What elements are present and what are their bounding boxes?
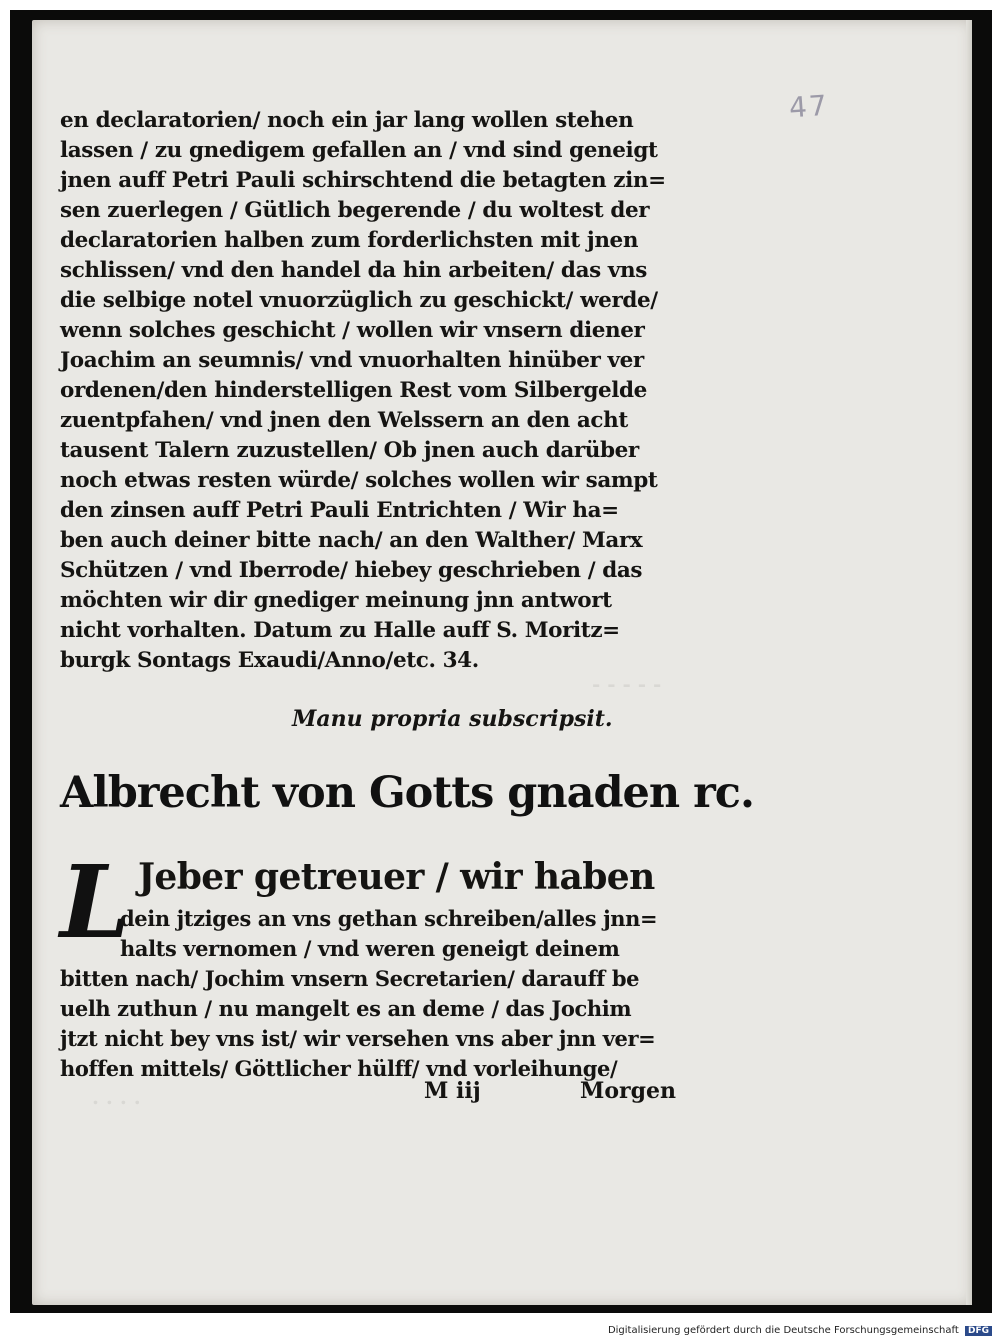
text-line: möchten wir dir gnediger meinung jnn antwort <box>60 588 612 613</box>
text-line: schlissen/ vnd den handel da hin arbeiten/ das vns <box>60 258 647 283</box>
text-line: zuentpfahen/ vnd jnen den Welssern an den acht <box>60 408 628 433</box>
subscription-note: Manu propria subscripsit. <box>292 706 613 732</box>
credit-text: Digitalisierung gefördert durch die Deutsche Forschungsgemeinschaft <box>607 1325 959 1336</box>
text-line: den zinsen auff Petri Pauli Entrichten / Wir ha= <box>60 498 619 523</box>
text-line: nicht vorhalten. Datum zu Halle auff S. Moritz= <box>60 618 620 643</box>
letter-line: hoffen mittels/ Göttlicher hülff/ vnd vorleihunge/ <box>60 1056 618 1081</box>
letter-line: jtzt nicht bey vns ist/ wir versehen vns aber jnn ver= <box>60 1026 656 1051</box>
page-edge <box>966 20 972 1305</box>
text-line: Schützen / vnd Iberrode/ hiebey geschrieben / das <box>60 558 643 583</box>
show-through-text: - - - - - <box>592 672 662 696</box>
show-through-text-lower: . . . . <box>92 1085 141 1109</box>
catchword: Morgen <box>580 1078 676 1104</box>
text-line: wenn solches geschicht / wollen wir vnsern diener <box>60 318 645 343</box>
letter-line: halts vernomen / vnd weren geneigt deinem <box>120 936 620 961</box>
letter-line: bitten nach/ Jochim vnsern Secretarien/ darauff be <box>60 966 640 991</box>
text-line: ben auch deiner bitte nach/ an den Walther/ Marx <box>60 528 643 553</box>
body-text <box>60 106 680 676</box>
text-line: Joachim an seumnis/ vnd vnuorhalten hinüber ver <box>60 348 644 373</box>
text-line: burgk Sontags Exaudi/Anno/etc. 34. <box>60 648 479 673</box>
text-line: ordenen/den hinderstelligen Rest vom Silbergelde <box>60 378 647 403</box>
folio-number: 47 <box>787 88 830 125</box>
decorated-initial: L <box>60 843 131 961</box>
text-line: noch etwas resten würde/ solches wollen wir sampt <box>60 468 658 493</box>
text-line: sen zuerlegen / Gütlich begerende / du woltest der <box>60 198 650 223</box>
text-line: die selbige notel vnuorzüglich zu geschickt/ werde/ <box>60 288 658 313</box>
text-line: tausent Talern zuzustellen/ Ob jnen auch darüber <box>60 438 639 463</box>
letter-heading: Albrecht von Gotts gnaden rc. <box>60 768 754 818</box>
page-leaf <box>32 20 972 1305</box>
signature-mark: M iij <box>424 1078 481 1104</box>
text-line: lassen / zu gnedigem gefallen an / vnd sind geneigt <box>60 138 658 163</box>
text-line: declaratorien halben zum forderlichsten mit jnen <box>60 228 639 253</box>
digitization-credit <box>608 1325 992 1336</box>
text-line: jnen auff Petri Pauli schirschtend die betagten zin= <box>60 168 666 193</box>
letter-line: uelh zuthun / nu mangelt es an deme / das Jochim <box>60 996 632 1021</box>
letter-first-line: Jeber getreuer / wir haben <box>138 856 655 898</box>
dfg-logo: DFG <box>965 1326 992 1336</box>
text-line: en declaratorien/ noch ein jar lang wollen stehen <box>60 108 634 133</box>
letter-line: dein jtziges an vns gethan schreiben/alles jnn= <box>120 906 658 931</box>
